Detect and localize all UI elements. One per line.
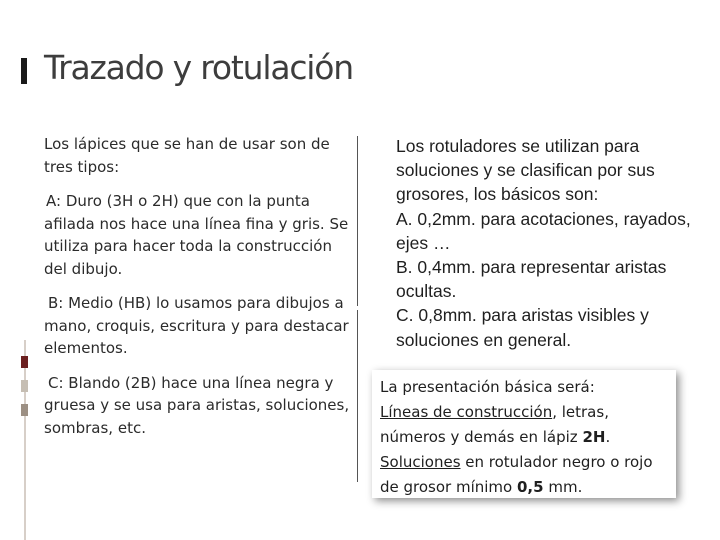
title-accent-bar <box>21 58 27 84</box>
marker-item-fine: A. 0,2mm. para acotaciones, rayados, ejes … <box>396 208 691 253</box>
markers-intro: Los rotuladores se utilizan para soluciones y se clasifican por sus grosores, los básicos son: <box>396 136 655 205</box>
presentation-note-box <box>372 370 676 498</box>
pencil-item-medium: B: Medio (HB) lo usamos para dibujos a mano, croquis, escritura y para destacar elementos. <box>44 294 349 357</box>
accent-square-light <box>21 380 28 392</box>
column-divider-bottom <box>357 310 358 482</box>
note-unit: mm. <box>543 478 583 496</box>
note-solutions-label: Soluciones <box>380 453 461 471</box>
note-heading: La presentación básica será: <box>380 378 595 396</box>
accent-square-mid <box>21 404 28 416</box>
note-solutions-text: en rotulador negro o rojo de grosor mínimo <box>380 453 653 496</box>
note-pencil-grade: 2H <box>582 428 606 446</box>
slide-title: Trazado y rotulación <box>44 48 353 87</box>
note-period: . <box>605 428 611 446</box>
column-divider-top <box>357 136 358 306</box>
accent-square-dark <box>21 356 28 368</box>
side-accent-line <box>24 340 26 540</box>
note-construction-label: Líneas de construcción <box>380 403 553 421</box>
marker-item-medium: B. 0,4mm. para representar aristas ocultas. <box>396 257 667 302</box>
marker-item-thick: C. 0,8mm. para aristas visibles y soluciones en general. <box>396 305 649 350</box>
pencil-item-soft: C: Blando (2B) hace una línea negra y gruesa y se usa para aristas, soluciones, sombras, etc. <box>44 373 350 437</box>
pencil-item-hard: A: Duro (3H o 2H) que con la punta afilada nos hace una línea fina y gris. Se utiliza para hacer toda la construcción del dibujo. <box>44 192 349 278</box>
pencils-intro: Los lápices que se han de usar son de tres tipos: <box>44 135 330 176</box>
pencils-text-block <box>44 133 356 451</box>
note-min-thickness: 0,5 <box>517 478 544 496</box>
note-construction-text: , letras, números y demás en lápiz <box>380 403 609 446</box>
markers-text-block <box>396 134 696 352</box>
